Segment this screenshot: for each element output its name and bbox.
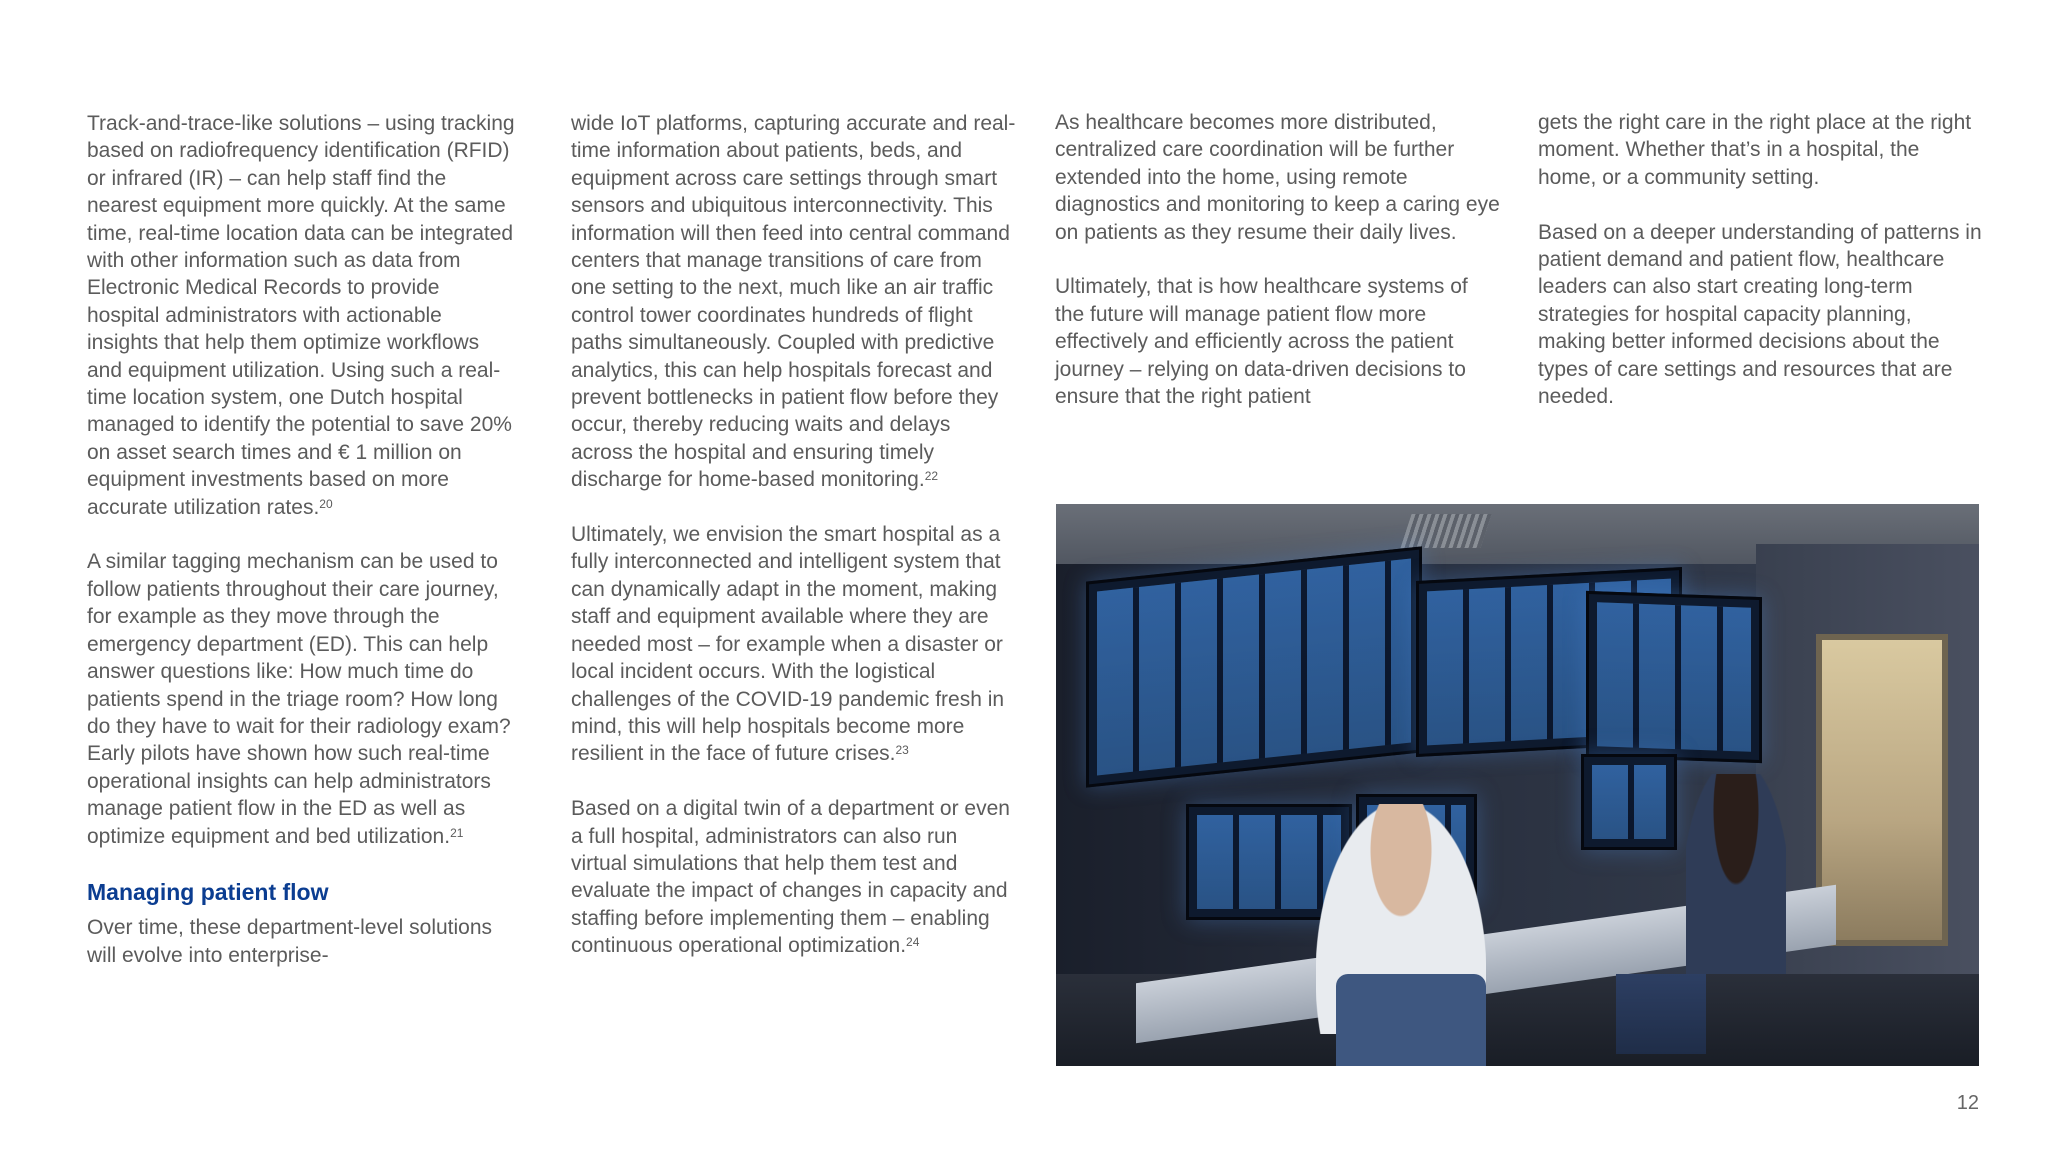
paragraph-patient-tagging: A similar tagging mechanism can be used to follow patients throughout their care journey, for example as they move through the emergency department (ED). This can help answer questions like: How much time do patients spend in the triage room? How long do they have to wait for their radiology exam? Early pilots have shown how such real-time operational insights can help administrators manage patient flow in the ED as well as optimize equipment and bed utilization.$^{21}$	[87, 550, 511, 848]
paragraph-smart-hospital: Ultimately, we envision the smart hospital as a fully interconnected and intelligent system that can dynamically adapt in the moment, making staff and equipment available where they are needed most – for example when a disaster or local incident occurs. With the logistical challenges of the COVID-19 pandemic fresh in mind, this will help hospitals become more resilient in the face of future crises.$^{23}$	[571, 523, 1005, 766]
paragraph-distributed-care: As healthcare becomes more distributed, centralized care coordination will be further extended into the home, using remote diagnostics and monitoring to keep a caring eye on patients as they resume their daily lives.	[1055, 111, 1500, 244]
column-3	[1055, 109, 1500, 410]
paragraph-right-care: gets the right care in the right place at the right moment. Whether that’s in a hospital, the home, or a community setting.	[1538, 111, 1972, 189]
column-2	[571, 110, 1016, 960]
footnote-ref-23[interactable]: 23	[895, 743, 909, 758]
photo-desk-monitor-right	[1581, 754, 1677, 850]
photo-monitor-wall-right	[1586, 591, 1762, 763]
photo-cabinet	[1616, 974, 1706, 1054]
photo-chair	[1336, 974, 1486, 1066]
paragraph-rfid-tracking: Track-and-trace-like solutions – using tracking based on radiofrequency identification (RFID) or infrared (IR) – can help staff find the nearest equipment more quickly. At the same time, real-time location data can be integrated with other information such as data from Electronic Medical Records to provide hospital administrators with actionable insights that help them optimize workflows and equipment utilization. Using such a real-time location system, one Dutch hospital managed to identify the potential to save 20% on asset search times and € 1 million on equipment investments based on more accurate utilization rates.$^{20}$	[87, 112, 515, 519]
paragraph-future-systems: Ultimately, that is how healthcare systems of the future will manage patient flow more effectively and efficiently across the patient journey – relying on data-driven decisions to ensure that the right patient	[1055, 275, 1468, 409]
command-center-photo	[1056, 504, 1979, 1066]
paragraph-department-solutions: Over time, these department-level solutions will evolve into enterprise-	[87, 916, 493, 967]
paragraph-iot-platforms: wide IoT platforms, capturing accurate and real-time information about patients, beds, and equipment across care settings through smart sensors and ubiquitous interconnectivity. This information will then feed into central command centers that manage transitions of care from one setting to the next, much like an air traffic control tower coordinates hundreds of flight paths simultaneously. Coupled with predictive analytics, this can help hospitals forecast and prevent bottlenecks in patient flow before they occur, thereby reducing waits and delays across the hospital and ensuring timely discharge for home-based monitoring.$^{22}$	[571, 112, 1016, 492]
section-heading-managing-patient-flow: Managing patient flow	[87, 879, 329, 906]
paragraph-capacity-planning: Based on a deeper understanding of patterns in patient demand and patient flow, healthcare leaders can also start creating long-term strategies for hospital capacity planning, making better informed decisions about the types of care settings and resources that are needed.	[1538, 220, 1982, 409]
footnote-ref-20[interactable]: 20	[319, 496, 333, 511]
footnote-ref-21[interactable]: 21	[450, 825, 464, 840]
page-number: 12	[1956, 1092, 1979, 1114]
paragraph-digital-twin: Based on a digital twin of a department or even a full hospital, administrators can also run virtual simulations that help them test and evaluate the impact of changes in capacity and staffing before implementing them – enabling continuous operational optimization.$^{24}$	[571, 797, 1010, 958]
footnote-ref-22[interactable]: 22	[924, 469, 939, 484]
photo-person-seated-right	[1686, 774, 1786, 974]
photo-ceiling-vent	[1400, 514, 1491, 548]
column-4	[1538, 109, 1983, 410]
photo-monitor-wall-left	[1086, 546, 1422, 787]
column-1	[87, 110, 517, 969]
footnote-ref-24[interactable]: 24	[906, 935, 920, 950]
